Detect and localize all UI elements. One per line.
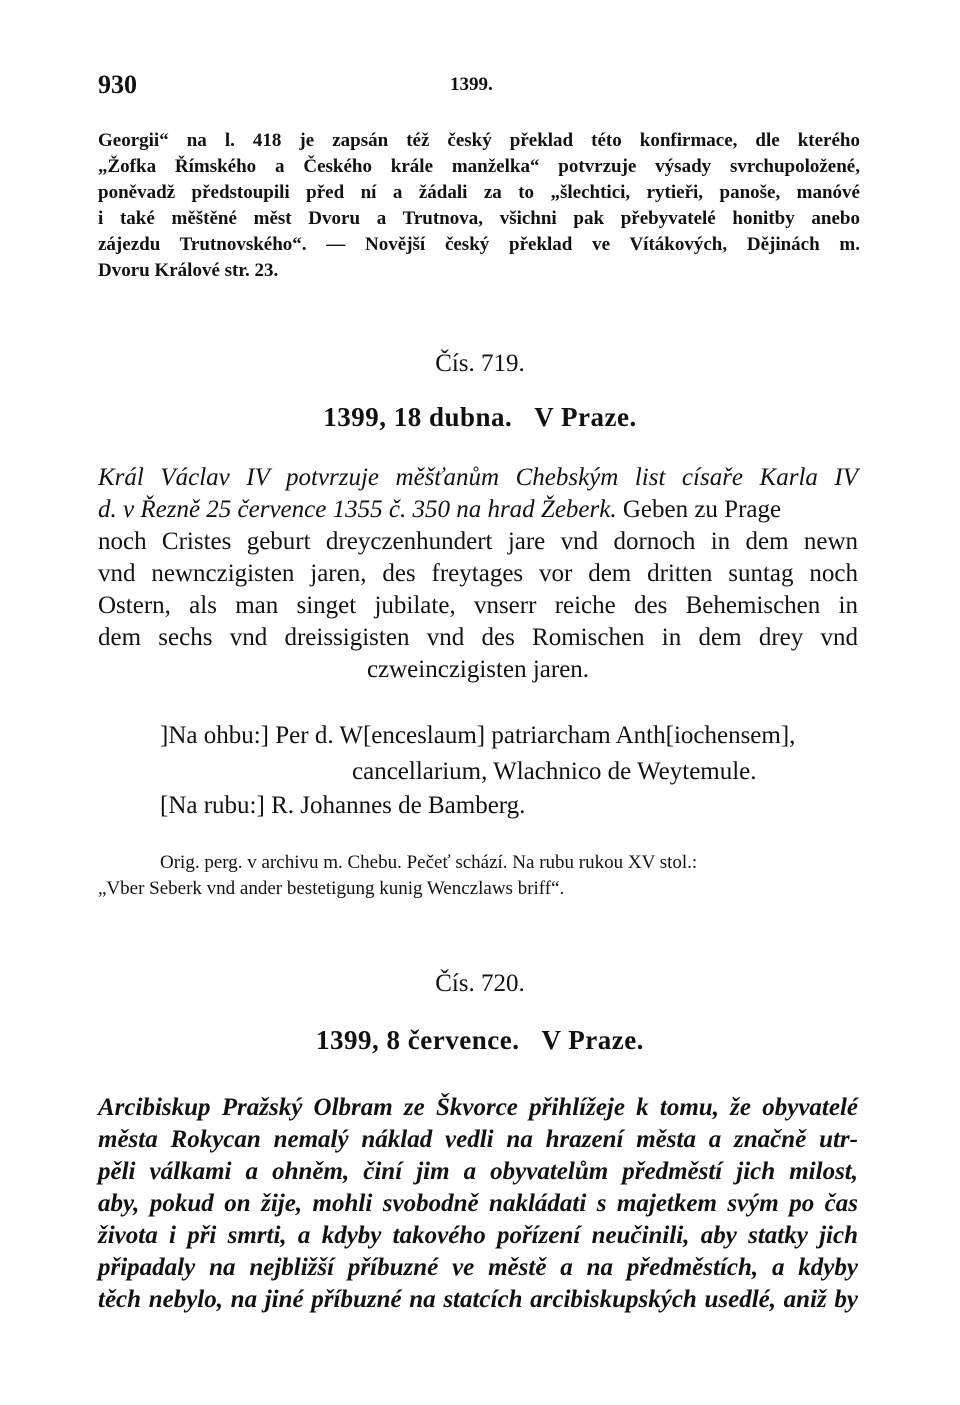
text-line: Ostern, als man singet jubilate, vnserr reiche des Behemischen in xyxy=(98,592,858,619)
endorsement-ohbu-cont: cancellarium, Wlachnico de Weytemule. xyxy=(352,758,757,785)
running-head-year: 1399. xyxy=(450,74,493,95)
source-line: „Vber Seberk vnd ander bestetigung kunig Wenczlaws briff“. xyxy=(98,878,565,899)
text-start: Geben zu Prage xyxy=(616,496,782,523)
note-line: „Žofka Římského a Českého krále manželka“ potvrzuje výsady svrchupoložené, xyxy=(98,156,860,177)
regest-line: aby, pokud on žije, mohli svobodně nakládati s majetkem svým po čas xyxy=(98,1190,858,1217)
date-720: 1399, 8 července. xyxy=(316,1025,520,1055)
regest-line: pěli válkami a ohněm, činí jim a obyvatelům předměstí jich milost, xyxy=(98,1158,858,1185)
dateline-719 xyxy=(0,402,960,433)
text-line: vnd newnczigisten jaren, des freytages vor dem dritten suntag noch xyxy=(98,560,858,587)
document-number-719: Čís. 719. xyxy=(435,350,525,377)
regest-line: těch nebylo, na jiné příbuzné na statcích arcibiskupských usedlé, aniž by xyxy=(98,1286,858,1313)
source-note-719 xyxy=(98,850,858,902)
place-719: V Praze. xyxy=(534,402,637,432)
text-line: czweinczigisten jaren. xyxy=(366,656,590,683)
regest-line: připadaly na nejbližší příbuzné ve městě a na předměstích, a kdyby xyxy=(98,1254,858,1281)
dateline-720 xyxy=(0,1025,960,1056)
text-line: dem sechs vnd dreissigisten vnd des Romischen in dem drey vnd xyxy=(98,624,858,651)
regest-line: života i při smrti, a kdyby takového pořízení neučinili, aby statky jich xyxy=(98,1222,858,1249)
regest-line: Král Václav IV potvrzuje měšťanům Chebským list císaře Karla IV xyxy=(98,464,858,491)
page-number: 930 xyxy=(98,70,137,99)
text-line: noch Cristes geburt dreyczenhundert jare vnd dornoch in dem newn xyxy=(98,528,858,555)
source-line: Orig. perg. v archivu m. Chebu. Pečeť schází. Na rubu rukou XV stol.: xyxy=(160,852,698,873)
regest-line xyxy=(98,494,858,526)
note-line: poněvadž předstoupili před ní a žádali za to „šlechtici, rytieři, panoše, manóvé xyxy=(98,182,860,203)
endorsement-ohbu: ]Na ohbu:] Per d. W[enceslaum] patriarcham Anth[iochensem], xyxy=(160,722,796,749)
note-line: i také měštěné měst Dvoru a Trutnova, všichni pak přebyvatelé honitby anebo xyxy=(98,208,860,229)
date-719: 1399, 18 dubna. xyxy=(323,402,513,432)
document-number-720: Čís. 720. xyxy=(435,970,525,997)
document-719-body xyxy=(98,462,858,686)
endorsement-rubu: [Na rubu:] R. Johannes de Bamberg. xyxy=(160,792,526,819)
note-line: Dvoru Králové str. 23. xyxy=(98,260,279,281)
regest-tail: d. v Řezně 25 července 1355 č. 350 na hrad Žeberk. xyxy=(98,496,617,523)
note-line: Georgii“ na l. 418 je zapsán též český překlad této konfirmace, dle kterého xyxy=(98,130,860,151)
place-720: V Praze. xyxy=(541,1025,644,1055)
regest-line: Arcibiskup Pražský Olbram ze Škvorce přihlížeje k tomu, že obyvatelé xyxy=(98,1094,858,1121)
footnote-paragraph xyxy=(98,128,860,284)
note-line: zájezdu Trutnovského“. — Novější český překlad ve Vítákových, Dějinách m. xyxy=(98,234,860,255)
document-720-regest xyxy=(98,1092,858,1316)
regest-line: města Rokycan nemalý náklad vedli na hrazení města a značně utr- xyxy=(98,1126,858,1153)
